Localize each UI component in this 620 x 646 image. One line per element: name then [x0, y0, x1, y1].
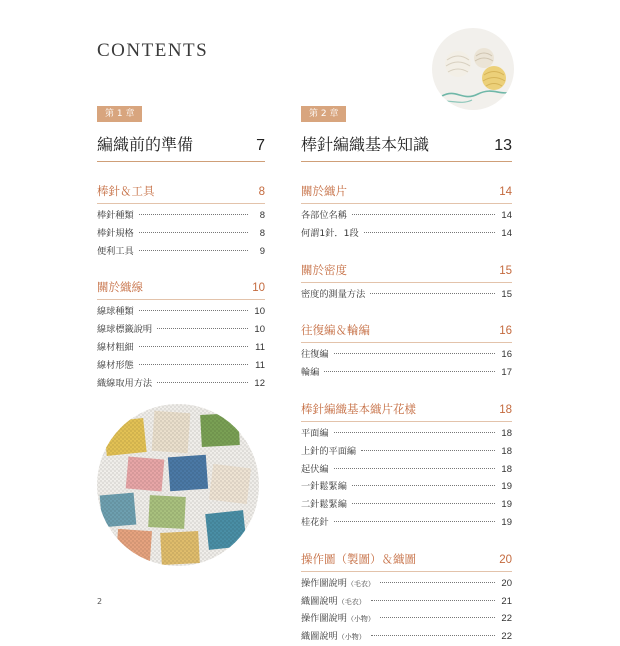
chapter-page: 7 — [256, 137, 265, 154]
toc-section — [301, 183, 512, 243]
toc-entry-label: 往復編 — [301, 349, 329, 361]
toc-entry-text: 織圖說明 — [301, 631, 338, 643]
toc-entry-page: 19 — [501, 499, 512, 511]
toc-entry[interactable] — [301, 425, 512, 443]
toc-entry-page: 16 — [501, 349, 512, 361]
toc-entry-page: 12 — [254, 377, 265, 389]
section-page: 16 — [499, 325, 512, 338]
toc-entry-label: 起伏編 — [301, 463, 329, 475]
toc-entry-label: 上針的平面編 — [301, 445, 357, 457]
toc-entry[interactable] — [97, 207, 265, 225]
toc-section-heading[interactable] — [301, 401, 512, 422]
toc-entry-label — [301, 628, 366, 642]
toc-entry-label: 平面編 — [301, 427, 329, 439]
dot-leader — [139, 214, 248, 215]
dot-leader — [334, 353, 495, 354]
toc-entry[interactable] — [97, 321, 265, 339]
toc-entry-label: 輪編 — [301, 367, 320, 379]
toc-entry-page: 8 — [259, 210, 265, 221]
toc-entry-page: 9 — [259, 245, 265, 257]
chapter-tag: 第 1 章 — [97, 106, 142, 122]
toc-entry-page: 14 — [501, 227, 512, 239]
toc-entry-page: 10 — [254, 324, 265, 336]
dot-leader — [334, 521, 495, 522]
section-title: 關於織線 — [97, 280, 143, 295]
dot-leader — [380, 582, 495, 583]
toc-entry-label: 何謂1針．1段 — [301, 227, 359, 239]
toc-entry[interactable] — [301, 225, 512, 243]
toc-entry-page: 20 — [501, 577, 512, 589]
toc-entry[interactable] — [301, 364, 512, 382]
toc-entry-label — [301, 593, 366, 607]
toc-entry-label: 便利工具 — [97, 245, 134, 257]
toc-entry-page: 19 — [501, 481, 512, 493]
toc-section — [301, 401, 512, 532]
toc-entry-note: （小物） — [337, 633, 366, 642]
toc-entry-text: 操作圖說明 — [301, 613, 347, 625]
toc-entry-label: 織線取用方法 — [97, 377, 153, 389]
chapter-heading[interactable] — [97, 132, 265, 162]
section-title: 關於密度 — [301, 262, 347, 277]
dot-leader — [364, 232, 495, 233]
toc-entry[interactable] — [301, 575, 512, 593]
toc-entry-page: 22 — [501, 613, 512, 625]
dot-leader — [324, 371, 495, 372]
toc-entry-note: （小物） — [346, 615, 375, 624]
toc-entry-text: 操作圖說明 — [301, 577, 347, 589]
toc-entry-page: 18 — [501, 463, 512, 475]
toc-section-heading[interactable] — [301, 322, 512, 343]
toc-entry[interactable] — [97, 303, 265, 321]
section-title: 棒針編織基本織片花樣 — [301, 401, 416, 416]
dot-leader — [139, 250, 248, 251]
toc-entry-label: 一針鬆緊編 — [301, 481, 347, 493]
toc-entry[interactable] — [97, 243, 265, 261]
toc-entry[interactable] — [301, 628, 512, 646]
dot-leader — [371, 600, 495, 601]
toc-entry-page: 15 — [501, 288, 512, 300]
section-page: 8 — [258, 186, 265, 198]
dot-leader — [352, 214, 495, 215]
section-page: 15 — [499, 264, 512, 277]
chapter-title: 編織前的準備 — [97, 135, 194, 154]
toc-entry-label — [301, 610, 375, 624]
dot-leader — [139, 364, 248, 365]
chapter-1 — [97, 101, 265, 392]
page-number: 2 — [97, 597, 103, 606]
toc-entry[interactable] — [97, 357, 265, 375]
toc-entry-page: 19 — [501, 516, 512, 528]
toc-entry-page: 17 — [501, 367, 512, 379]
dot-leader — [139, 310, 248, 311]
toc-entry-note: （毛衣） — [337, 597, 366, 606]
section-title: 關於織片 — [301, 184, 347, 198]
toc-entry-page: 10 — [254, 306, 265, 318]
toc-entry-page: 11 — [255, 341, 265, 353]
toc-entry-label: 桂花針 — [301, 516, 329, 528]
toc-section-heading[interactable] — [301, 183, 512, 204]
knit-swatches-photo — [97, 404, 259, 566]
toc-entry-page: 22 — [501, 631, 512, 643]
section-page: 20 — [499, 553, 512, 566]
dot-leader — [361, 450, 495, 451]
toc-entry-page: 11 — [255, 359, 265, 371]
toc-entry-note: （毛衣） — [346, 579, 375, 588]
toc-entry-label: 各部位名稱 — [301, 210, 347, 221]
toc-section — [301, 551, 512, 646]
dot-leader — [139, 346, 248, 347]
toc-entry-page: 14 — [501, 210, 512, 221]
toc-entry[interactable] — [301, 593, 512, 611]
toc-section — [97, 279, 265, 392]
toc-section-heading[interactable] — [97, 183, 265, 204]
toc-entry-label: 密度的測量方法 — [301, 288, 366, 300]
chapter-tag: 第 2 章 — [301, 106, 346, 122]
dot-leader — [352, 485, 495, 486]
section-page: 18 — [499, 403, 512, 416]
toc-entry[interactable] — [97, 375, 265, 393]
chapter-2 — [301, 101, 512, 646]
toc-entry-page: 21 — [501, 595, 512, 607]
section-title: 操作圖（製圖）＆織圖 — [301, 551, 416, 566]
toc-entry-label: 棒針種類 — [97, 210, 134, 221]
toc-entry[interactable] — [97, 339, 265, 357]
toc-entry[interactable] — [301, 346, 512, 364]
toc-entry[interactable] — [301, 514, 512, 532]
contents-title: CONTENTS — [97, 40, 209, 61]
dot-leader — [139, 232, 248, 233]
dot-leader — [334, 468, 495, 469]
toc-entry-label: 線材形態 — [97, 359, 134, 371]
section-title: 棒針＆工具 — [97, 184, 155, 198]
dot-leader — [352, 503, 495, 504]
toc-section — [97, 183, 265, 260]
dot-leader — [370, 293, 495, 294]
dot-leader — [157, 382, 248, 383]
toc-entry[interactable] — [301, 286, 512, 304]
toc-entry-label — [301, 575, 375, 589]
toc-section — [301, 322, 512, 382]
section-page: 14 — [499, 186, 512, 198]
toc-entry-label: 線材粗細 — [97, 341, 134, 353]
toc-section-heading[interactable] — [97, 279, 265, 300]
toc-entry-text: 織圖說明 — [301, 595, 338, 607]
section-title: 往復編＆輪編 — [301, 323, 370, 338]
chapter-page: 13 — [494, 137, 512, 154]
toc-entry[interactable] — [301, 610, 512, 628]
toc-entry-page: 8 — [259, 227, 265, 239]
toc-entry[interactable] — [301, 207, 512, 225]
toc-entry-label: 二針鬆緊編 — [301, 499, 347, 511]
chapter-heading[interactable] — [301, 132, 512, 162]
dot-leader — [371, 635, 495, 636]
toc-section-heading[interactable] — [301, 551, 512, 572]
toc-entry[interactable] — [97, 225, 265, 243]
toc-section-heading[interactable] — [301, 262, 512, 283]
dot-leader — [380, 617, 495, 618]
toc-entry[interactable] — [301, 496, 512, 514]
yarn-balls-photo — [432, 28, 514, 110]
toc-entry[interactable] — [301, 478, 512, 496]
section-page: 10 — [252, 282, 265, 295]
toc-entry-label: 線球標籤說明 — [97, 324, 153, 336]
toc-entry-page: 18 — [501, 427, 512, 439]
dot-leader — [334, 432, 495, 433]
toc-section — [301, 262, 512, 304]
toc-entry-label: 棒針規格 — [97, 227, 134, 239]
toc-entry[interactable] — [301, 461, 512, 479]
toc-entry[interactable] — [301, 443, 512, 461]
toc-entry-label: 線球種類 — [97, 306, 134, 318]
chapter-title: 棒針編織基本知識 — [301, 135, 430, 154]
dot-leader — [157, 328, 248, 329]
toc-entry-page: 18 — [501, 445, 512, 457]
